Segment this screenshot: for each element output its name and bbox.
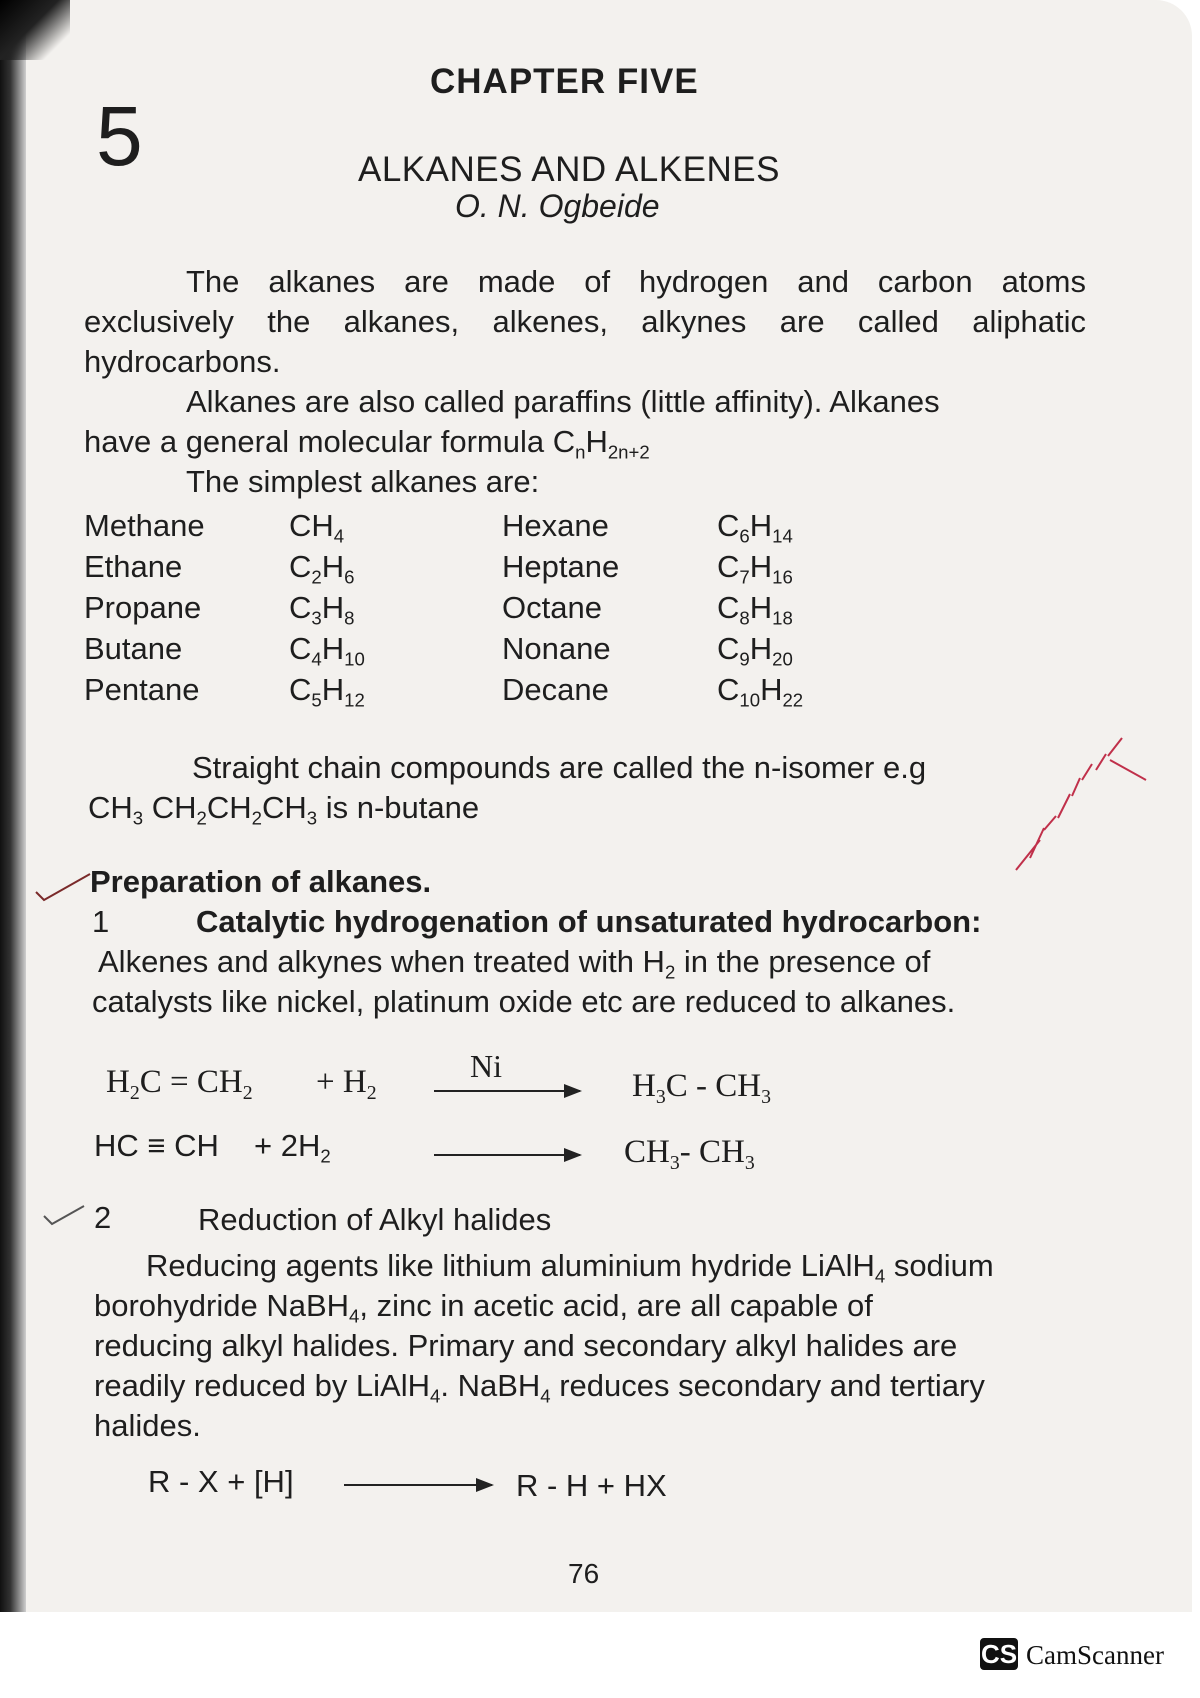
alkane-name: Pentane [84,672,200,707]
alkane-formula: $CH_4$ [289,508,345,547]
scan-shadow-edge [0,0,26,1612]
item-2-line-5: halides. [94,1408,201,1443]
intro-line-1: The alkanes are made of hydrogen and carbon atoms [186,264,1086,299]
chapter-subtitle: ALKANES AND ALKENES [358,150,780,189]
item-1-title: Catalytic hydrogenation of unsaturated hydrocarbon: [196,904,982,939]
eq2-arrow [434,1154,580,1156]
formula-h: H [585,424,608,459]
formula-n-sub: n [575,441,586,463]
item-2-title: Reduction of Alkyl halides [198,1202,552,1237]
item-2-line-2: borohydride NaBH$_4$, zinc in acetic acid, are all capable of [94,1288,873,1327]
alkane-formula: $C_7H_{16}$ [717,549,793,588]
alkane-name: Butane [84,631,183,666]
alkane-formula: $C_4H_{10}$ [289,631,365,670]
chapter-title: CHAPTER FIVE [430,62,699,101]
alkane-formula: $C_9H_{20}$ [717,631,793,670]
intro-formula-text: have a general molecular formula C [84,424,576,459]
alkane-name: Octane [502,590,602,625]
scan-footer-area [0,1612,1200,1698]
alkane-formula: $C_{10}H_{22}$ [717,672,804,711]
alkane-formula: $C_3H_8$ [289,590,355,629]
alkane-name: Ethane [84,549,183,584]
straight-chain-line: Straight chain compounds are called the n-isomer e.g [192,750,927,785]
item-1-number: 1 [92,904,110,939]
table-row [84,672,884,714]
intro-line-2: exclusively the alkanes, alkenes, alkynes are called aliphatic [84,304,1086,339]
table-row [84,508,884,550]
alkane-name: Heptane [502,549,620,584]
item-2-line-1: Reducing agents like lithium aluminium hydride LiAlH$_4$ sodium [146,1248,994,1287]
page-number: 76 [568,1558,600,1589]
eq1-reactant: $H_2C = CH_2$ [106,1064,253,1104]
table-row [84,631,884,673]
item-2-line-3: reducing alkyl halides. Primary and secondary alkyl halides are [94,1328,958,1363]
handwritten-scribble-icon [1010,730,1150,880]
alkane-formula: $C_8H_{18}$ [717,590,793,629]
item-2-line-4: readily reduced by LiAlH$_4$. NaBH$_4$ reduces secondary and tertiary [94,1368,985,1407]
eq1-product: $H_3C - CH_3$ [632,1068,771,1108]
eq1-arrow [434,1090,580,1092]
chapter-number: 5 [96,89,143,183]
camscanner-label: CamScanner [1026,1640,1164,1670]
intro-line-4: Alkanes are also called paraffins (little affinity). Alkanes [186,384,940,419]
formula-2n2-sub: 2n+2 [607,441,650,463]
preparation-heading: Preparation of alkanes. [90,864,432,899]
intro-line-3: hydrocarbons. [84,344,281,379]
alkane-formula: $C_6H_{14}$ [717,508,793,547]
alkane-name: Decane [502,672,609,707]
eq2-product: $CH_3-$ $CH_3$ [624,1134,755,1174]
alkane-name: Methane [84,508,205,543]
eq2-plus-h2: + $2H_2$ [254,1128,331,1167]
alkane-name: Hexane [502,508,609,543]
table-row [84,590,884,632]
checkmark-pen-icon [42,1202,88,1232]
alkane-formula: $C_5H_{12}$ [289,672,365,711]
eq3-product: R - H + HX [516,1468,667,1503]
intro-line-6: The simplest alkanes are: [186,464,540,499]
item-2-number: 2 [94,1200,112,1235]
eq1-plus-h2: + $H_2$ [316,1064,377,1104]
table-row [84,549,884,591]
eq1-catalyst: Ni [470,1048,502,1084]
chapter-author: O. N. Ogbeide [455,188,660,224]
alkane-name: Propane [84,590,202,625]
checkmark-pen-icon [34,870,94,910]
item-1-line-1: Alkenes and alkynes when treated with $H_2$ in the presence of [98,944,931,983]
camscanner-logo-icon: CS [980,1639,1018,1669]
alkane-formula: $C_2H_6$ [289,549,355,588]
scan-shadow-corner [0,0,70,60]
n-butane-formula: $CH_3$ $CH_2CH_2CH_3$ is n-butane [88,790,480,829]
alkane-table [84,508,904,718]
item-1-line-2: catalysts like nickel, platinum oxide etc are reduced to alkanes. [92,984,956,1019]
eq3-arrow [344,1484,492,1486]
eq2-reactant: HC ≡ CH [94,1128,219,1163]
alkane-name: Nonane [502,631,611,666]
eq3-reactant: R - X + [H] [148,1464,294,1499]
intro-line-5 [84,422,650,462]
